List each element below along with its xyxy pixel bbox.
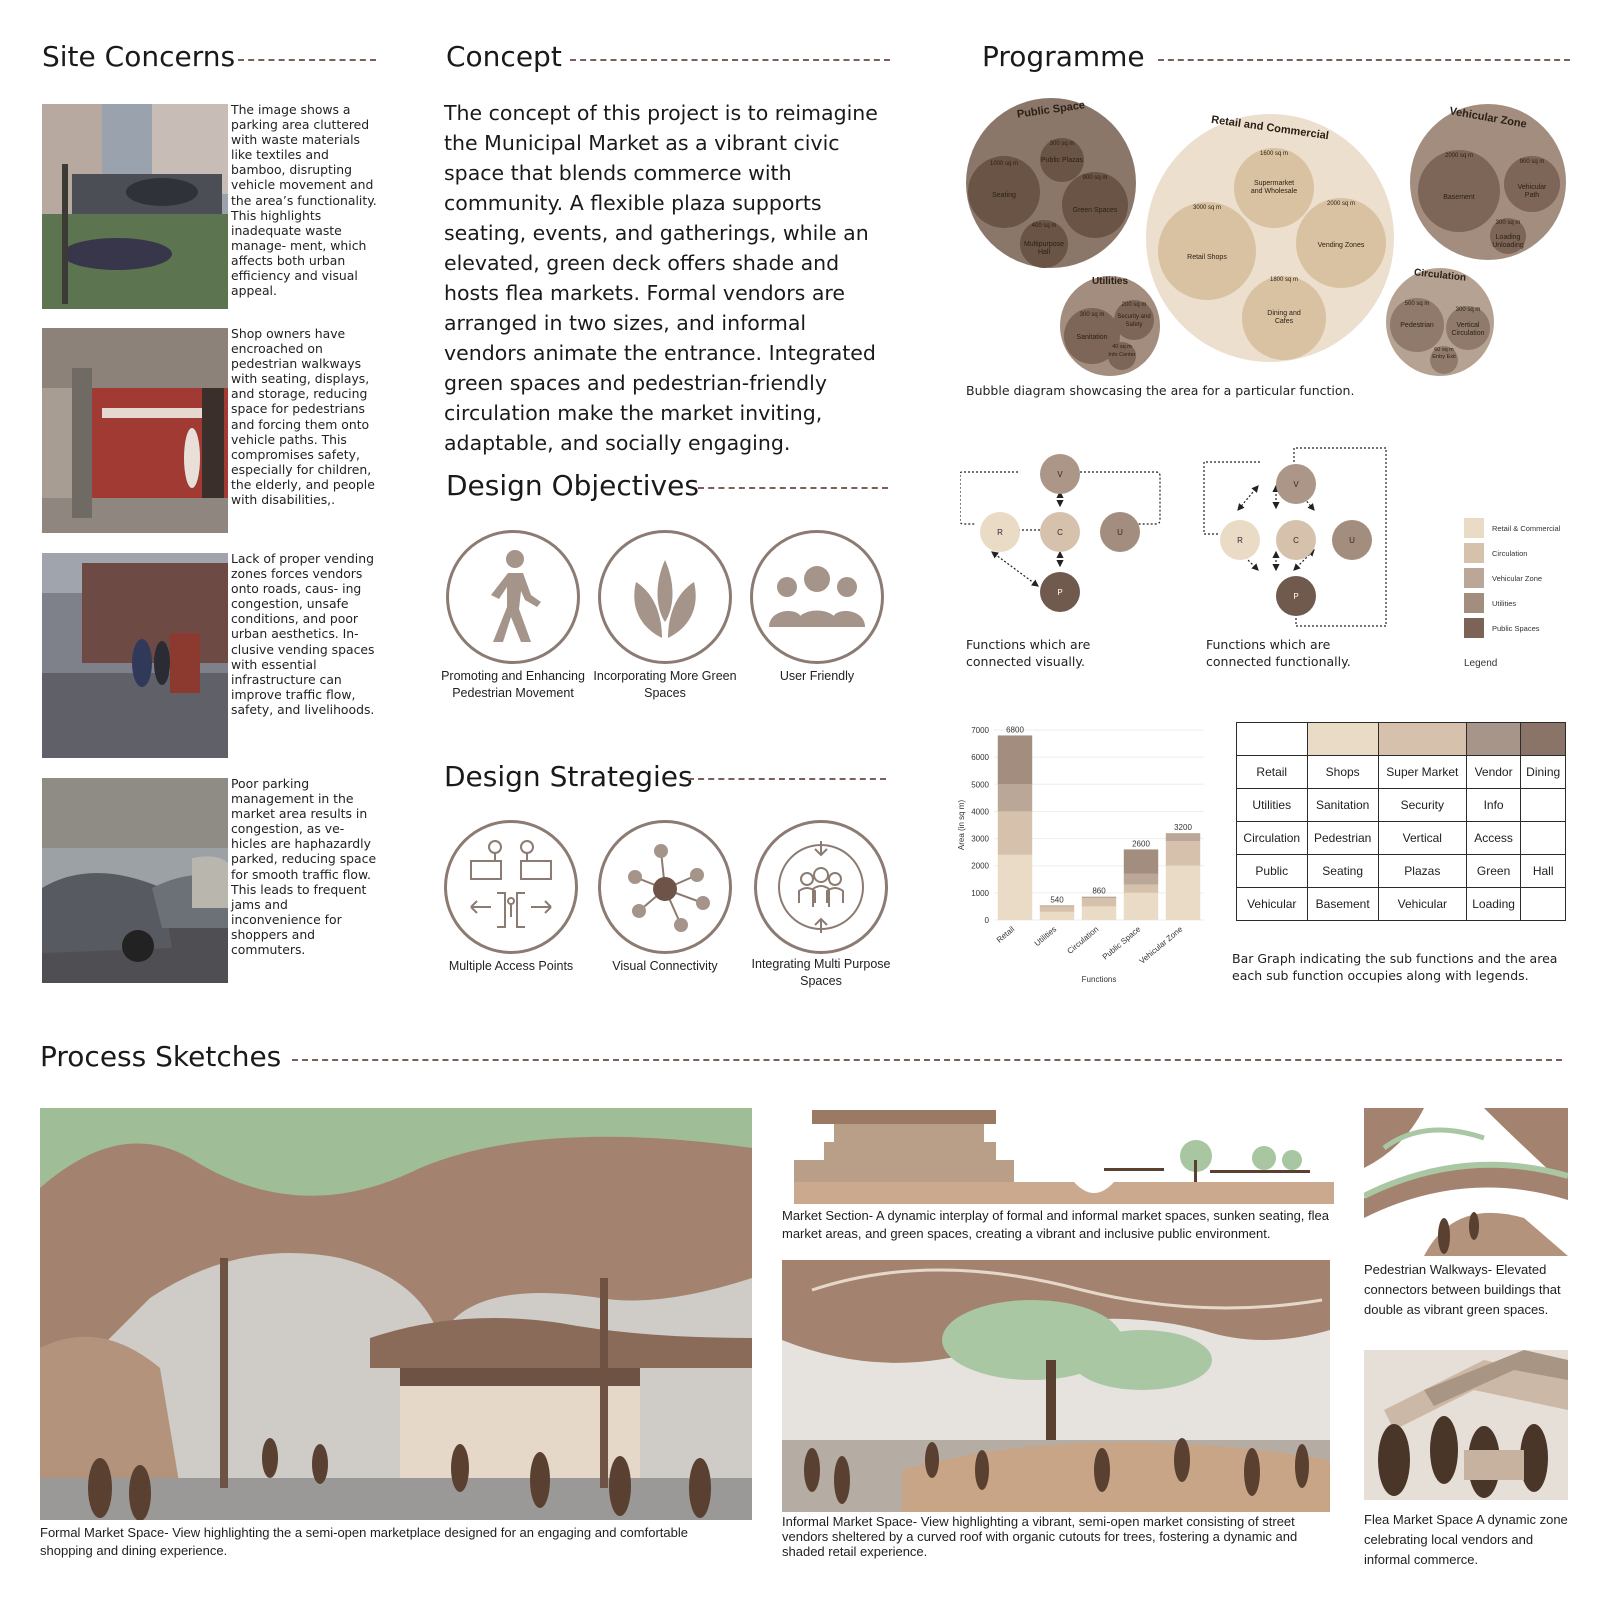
site-concern-text: The image shows a parking area cluttered with waste materials like textiles and bamboo, disrupting vehicle movement and the area’s functionality. This highlights inadequate waste manage- ment, which affects both urban efficiency and visual appeal. [231, 102, 377, 299]
y-tick-label: 5000 [971, 780, 989, 790]
legend-label: Circulation [1492, 548, 1528, 558]
y-tick-label: 4000 [971, 807, 989, 817]
bubble-area: 40 sq m [1112, 344, 1132, 350]
bar-segment [998, 784, 1032, 811]
bubble-label: Seating [992, 192, 1016, 199]
objective-user-friendly-circle [750, 530, 884, 664]
bar-total-label: 2600 [1132, 839, 1150, 849]
retail-shops-bubble [1158, 202, 1256, 300]
bubble-title: Retail and Commercial [1210, 113, 1330, 143]
x-tick-label: Public Space [1100, 924, 1143, 962]
bubble-label: Sanitation [1076, 334, 1108, 341]
process-sketches-heading: Process Sketches [40, 1040, 282, 1073]
site-photo-street-vendors [42, 553, 228, 758]
visual-diagram-caption: Functions which are connected visually. [966, 637, 1091, 669]
legend-title: Legend [1464, 658, 1498, 669]
leaf-icon [620, 552, 710, 642]
y-tick-label: 2000 [971, 861, 989, 871]
table-cell: Loading [1466, 888, 1521, 921]
table-cell: Access [1466, 822, 1521, 855]
legend-item [1464, 593, 1516, 613]
people-group-icon [767, 557, 867, 637]
table-cell: Pedestrian [1307, 822, 1378, 855]
bar-segment [1040, 912, 1074, 920]
y-tick-label: 0 [984, 916, 989, 925]
bubble-label: Info Center [1108, 352, 1136, 358]
bubble-area: 300 sq m [1079, 312, 1105, 318]
function-table [1236, 722, 1566, 921]
bar-segment [998, 855, 1032, 920]
design-strategies-heading: Design Strategies [444, 760, 693, 793]
node-v: V [1276, 464, 1316, 504]
table-cell: Hall [1521, 855, 1566, 888]
bubble-label: Vending Zones [1317, 242, 1365, 249]
bubble-area: 2000 sq m [1326, 201, 1356, 207]
y-axis-label: Area (in sq m) [957, 799, 966, 851]
table-cell: Vendor [1466, 756, 1521, 789]
table-cell: Basement [1307, 888, 1378, 921]
bubble-label: Entry Exit [1432, 354, 1456, 360]
area-bar-chart [952, 716, 1212, 986]
node-v: V [1040, 454, 1080, 494]
node-u: U [1100, 512, 1140, 552]
informal-market-caption: Informal Market Space- View highlighting a vibrant, semi-open market consisting of street vendors sheltered by a curved roof with organic cutouts for trees, fostering a dynamic and shaded retail experience. [782, 1514, 1298, 1559]
y-tick-label: 7000 [971, 726, 989, 735]
x-tick-label: Vehicular Zone [1137, 924, 1185, 966]
bar-total-label: 860 [1092, 886, 1106, 896]
table-cell: Dining [1521, 756, 1566, 789]
bubble-label: Green Spaces [1072, 207, 1118, 214]
table-row [1237, 855, 1566, 888]
table-cell [1521, 789, 1566, 822]
bubble-area: 60 sq m [1434, 347, 1454, 353]
strategy-multipurpose-circle [754, 820, 888, 954]
concept-text: The concept of this project is to reimagine the Municipal Market as a vibrant civic space that blends commerce with community. A flexible plaza supports seating, events, and gatherings, while an elevated, green deck offers shade and hosts flea markets. Formal vendors are arranged in two sizes, and informal vendors animate the entrance. Integrated green spaces and pedestrian-friendly circulation make the market inviting, adaptable, and socially engaging. [444, 101, 878, 455]
heading-divider [688, 778, 886, 780]
strategy-label: Integrating Multi Purpose Spaces [751, 957, 891, 988]
legend-label: Retail & Commercial [1492, 523, 1561, 533]
legend-label: Utilities [1492, 598, 1517, 608]
bar-segment [1124, 849, 1158, 873]
site-photo-parking-congestion [42, 778, 228, 983]
table-cell: Sanitation [1307, 789, 1378, 822]
market-section-sketch [794, 1110, 1334, 1204]
table-cell: Shops [1307, 756, 1378, 789]
bubble-area: 400 sq m [1031, 223, 1057, 229]
x-axis-label: Functions [1081, 975, 1117, 984]
walking-person-icon [473, 547, 553, 647]
bubble-area: 500 sq m [1404, 301, 1430, 307]
bubble-area: 1000 sq m [989, 161, 1019, 167]
heading-divider [292, 1059, 1562, 1061]
site-concern-text: Poor parking management in the market area results in congestion, as ve- hicles are haphazardly parked, reducing space for smooth traffic flow. This leads to frequent jams and inconvenience for shoppers and commuters. [231, 776, 377, 958]
bar-segment [1166, 833, 1200, 841]
heading-divider [570, 59, 890, 61]
bubble-area: 2000 sq m [1444, 153, 1474, 159]
bar-segment [1082, 897, 1116, 899]
formal-market-caption: Formal Market Space- View highlighting the a semi-open marketplace designed for an engaging and comfortable shopping and dining experience. [40, 1525, 688, 1558]
multipurpose-icon [771, 837, 871, 937]
y-tick-label: 6000 [971, 753, 989, 763]
table-cell: Retail [1237, 756, 1308, 789]
node-r: R [980, 512, 1020, 552]
flea-market-sketch [1364, 1350, 1568, 1500]
strategy-label: Multiple Access Points [448, 959, 574, 973]
node-p: P [1276, 576, 1316, 616]
bubble-label: Multipurpose Hall [1023, 241, 1065, 256]
bubble-label: Loading Unloading [1492, 234, 1524, 249]
bubble-label: Pedestrian [1400, 322, 1434, 329]
table-cell: Vertical [1378, 822, 1466, 855]
table-row [1237, 888, 1566, 921]
table-cell: Utilities [1237, 789, 1308, 822]
legend-swatch [1464, 543, 1484, 563]
bar-chart-caption: Bar Graph indicating the sub functions and the area each sub function occupies along with legends. [1232, 951, 1558, 983]
bar-segment [1040, 906, 1074, 911]
table-row [1237, 789, 1566, 822]
bar-segment [1082, 906, 1116, 920]
table-row [1237, 756, 1566, 789]
bubble-label: Security and Safety [1117, 314, 1151, 328]
bar-segment [1040, 905, 1074, 906]
heading-divider [698, 487, 888, 489]
bubble-area: 3000 sq m [1192, 205, 1222, 211]
table-cell: Circulation [1237, 822, 1308, 855]
site-photo-shop-encroachment [42, 328, 228, 533]
functional-diagram-caption: Functions which are connected functionally. [1206, 637, 1351, 669]
table-cell: Vehicular [1378, 888, 1466, 921]
pedestrian-walkway-sketch [1364, 1108, 1568, 1256]
y-tick-label: 3000 [971, 834, 989, 844]
bubble-label: Supermarket and Wholesale [1250, 180, 1298, 195]
table-cell: Info [1466, 789, 1521, 822]
bubble-title: Utilities [1091, 276, 1129, 287]
table-header-cell [1237, 723, 1308, 756]
strategy-visual-circle [598, 820, 732, 954]
table-header-cell [1378, 723, 1466, 756]
bubble-area: 300 sq m [1455, 307, 1481, 313]
bubble-area: 1800 sq m [1269, 277, 1299, 283]
table-cell: Super Market [1378, 756, 1466, 789]
heading-divider [238, 59, 376, 61]
table-header-row [1237, 723, 1566, 756]
legend-label: Public Spaces [1492, 623, 1540, 633]
table-row [1237, 822, 1566, 855]
design-objectives-heading: Design Objectives [446, 469, 699, 502]
bubble-label: Basement [1443, 194, 1475, 201]
legend-swatch [1464, 618, 1484, 638]
access-points-icon [461, 837, 561, 937]
node-r: R [1220, 520, 1260, 560]
network-icon [615, 837, 715, 937]
legend-label: Vehicular Zone [1492, 573, 1543, 583]
bubble-area: 300 sq m [1049, 141, 1075, 147]
bar-segment [998, 811, 1032, 854]
site-concerns-heading: Site Concerns [42, 40, 236, 73]
table-cell: Vehicular [1237, 888, 1308, 921]
bar-total-label: 3200 [1174, 823, 1192, 833]
bubble-title: Vehicular Zone [1448, 105, 1528, 131]
bubble-area: 900 sq m [1519, 159, 1545, 165]
table-cell: Security [1378, 789, 1466, 822]
flea-market-caption: Flea Market Space A dynamic zone celebrating local vendors and informal commerce. [1364, 1512, 1568, 1567]
programme-heading: Programme [982, 40, 1145, 73]
bar-segment [1166, 866, 1200, 920]
legend-swatch [1464, 518, 1484, 538]
bar-segment [1124, 893, 1158, 920]
site-concern-text: Lack of proper vending zones forces vendors onto roads, caus- ing congestion, unsafe conditions, and poor urban aesthetics. In- clusive vending spaces with essential infrastructure can improve traffic flow, safety, and livelihoods. [231, 551, 375, 717]
node-c: C [1040, 512, 1080, 552]
bubble-diagram-caption: Bubble diagram showcasing the area for a particular function. [966, 383, 1355, 398]
legend-item [1464, 518, 1560, 538]
table-cell: Public [1237, 855, 1308, 888]
heading-divider [1158, 59, 1570, 61]
informal-market-sketch [782, 1260, 1330, 1512]
concept-heading: Concept [446, 40, 562, 73]
bubble-label: Vehicular Path [1517, 184, 1547, 199]
bubble-label: Retail Shops [1187, 254, 1227, 261]
table-cell [1521, 888, 1566, 921]
bar-segment [1166, 841, 1200, 865]
strategy-label: Visual Connectivity [612, 959, 718, 973]
node-c: C [1276, 520, 1316, 560]
site-concern-text: Shop owners have encroached on pedestrian walkways with seating, displays, and storage, reducing space for pedestrians and forcing them onto vehicle paths. This compromises safety, especially for children, the elderly, and people with disabilities,. [231, 326, 375, 508]
bar-total-label: 6800 [1006, 725, 1024, 735]
table-header-cell [1307, 723, 1378, 756]
bubble-title: Public Space [1016, 99, 1086, 121]
node-u: U [1332, 520, 1372, 560]
bubble-area: 300 sq m [1495, 220, 1521, 226]
market-section-caption: Market Section- A dynamic interplay of formal and informal market spaces, sunken seating, flea market areas, and green spaces, creating a vibrant and inclusive public environment. [782, 1208, 1329, 1241]
bubble-area: 1600 sq m [1259, 151, 1289, 157]
x-tick-label: Circulation [1065, 924, 1101, 956]
table-cell [1521, 822, 1566, 855]
legend-swatch [1464, 593, 1484, 613]
site-photo-parking-waste [42, 104, 228, 309]
x-tick-label: Retail [994, 924, 1017, 945]
bubble-area: 200 sq m [1121, 302, 1147, 308]
legend-swatch [1464, 568, 1484, 588]
bar-segment [1082, 898, 1116, 906]
pedestrian-walkway-caption: Pedestrian Walkways- Elevated connectors between buildings that double as vibrant green spaces. [1364, 1262, 1561, 1317]
objective-green-circle [598, 530, 732, 664]
bar-total-label: 540 [1050, 895, 1064, 905]
bar-segment [1124, 885, 1158, 893]
bubble-label: Dining and Cafes [1267, 310, 1301, 325]
bubble-label: Vertical Circulation [1451, 322, 1485, 337]
table-cell: Seating [1307, 855, 1378, 888]
bubble-label: Public Plazas [1040, 157, 1084, 164]
strategy-access-circle [444, 820, 578, 954]
table-cell: Plazas [1378, 855, 1466, 888]
table-cell: Green [1466, 855, 1521, 888]
legend-item [1464, 568, 1542, 588]
bar-segment [1124, 874, 1158, 885]
bubble-area: 900 sq m [1082, 175, 1108, 181]
y-tick-label: 1000 [971, 888, 989, 898]
formal-market-sketch [40, 1108, 752, 1520]
objective-label: Promoting and Enhancing Pedestrian Movement [441, 669, 585, 700]
legend-item [1464, 543, 1527, 563]
x-tick-label: Utilities [1032, 924, 1059, 949]
objective-label: Incorporating More Green Spaces [593, 669, 737, 700]
bubble-title: Circulation [1413, 267, 1467, 284]
bar-segment [998, 735, 1032, 784]
node-p: P [1040, 572, 1080, 612]
objective-label: User Friendly [779, 669, 855, 683]
legend-item [1464, 618, 1540, 638]
table-header-cell [1521, 723, 1566, 756]
objective-pedestrian-circle [446, 530, 580, 664]
table-header-cell [1466, 723, 1521, 756]
